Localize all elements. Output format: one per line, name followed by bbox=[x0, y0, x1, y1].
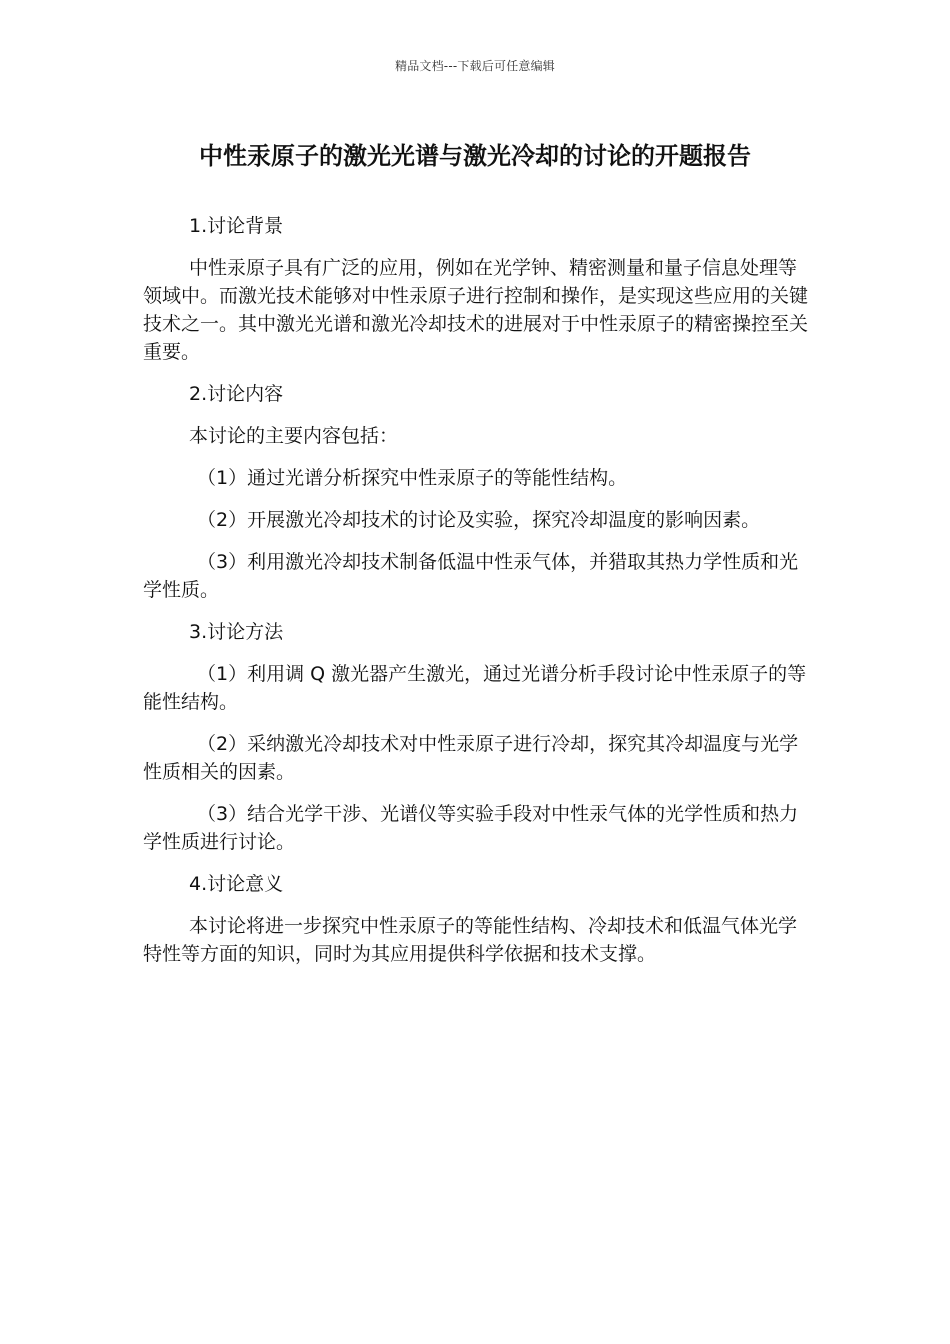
list-item: （3）利用激光冷却技术制备低温中性汞气体，并猎取其热力学性质和光学性质。 bbox=[143, 551, 799, 601]
body-paragraph: 本讨论的主要内容包括： bbox=[189, 425, 399, 447]
section-background bbox=[143, 212, 808, 366]
section-heading: 2.讨论内容 bbox=[189, 383, 284, 405]
section-methods bbox=[143, 618, 808, 856]
body-paragraph: 中性汞原子具有广泛的应用，例如在光学钟、精密测量和量子信息处理等领域中。而激光技术能够对中性汞原子进行控制和操作，是实现这些应用的关键技术之一。其中激光光谱和激光冷却技术的进展对于中性汞原子的精密操控至关重要。 bbox=[143, 257, 809, 363]
list-item: （2）开展激光冷却技术的讨论及实验，探究冷却温度的影响因素。 bbox=[197, 509, 761, 531]
header-note: 精品文档---下载后可任意编辑 bbox=[395, 59, 555, 73]
section-heading: 1.讨论背景 bbox=[189, 215, 284, 237]
section-heading: 4.讨论意义 bbox=[189, 873, 284, 895]
list-item: （3）结合光学干涉、光谱仪等实验手段对中性汞气体的光学性质和热力学性质进行讨论。 bbox=[143, 803, 799, 853]
section-content bbox=[143, 380, 808, 604]
section-significance bbox=[143, 870, 808, 968]
body-paragraph: 本讨论将进一步探究中性汞原子的等能性结构、冷却技术和低温气体光学特性等方面的知识，同时为其应用提供科学依据和技术支撑。 bbox=[143, 915, 798, 965]
list-item: （1）利用调 Q 激光器产生激光，通过光谱分析手段讨论中性汞原子的等能性结构。 bbox=[143, 663, 807, 713]
list-item: （1）通过光谱分析探究中性汞原子的等能性结构。 bbox=[197, 467, 628, 489]
list-item: （2）采纳激光冷却技术对中性汞原子进行冷却，探究其冷却温度与光学性质相关的因素。 bbox=[143, 733, 799, 783]
document-body bbox=[143, 212, 808, 982]
section-heading: 3.讨论方法 bbox=[189, 621, 284, 643]
document-title: 中性汞原子的激光光谱与激光冷却的讨论的开题报告 bbox=[199, 142, 751, 170]
